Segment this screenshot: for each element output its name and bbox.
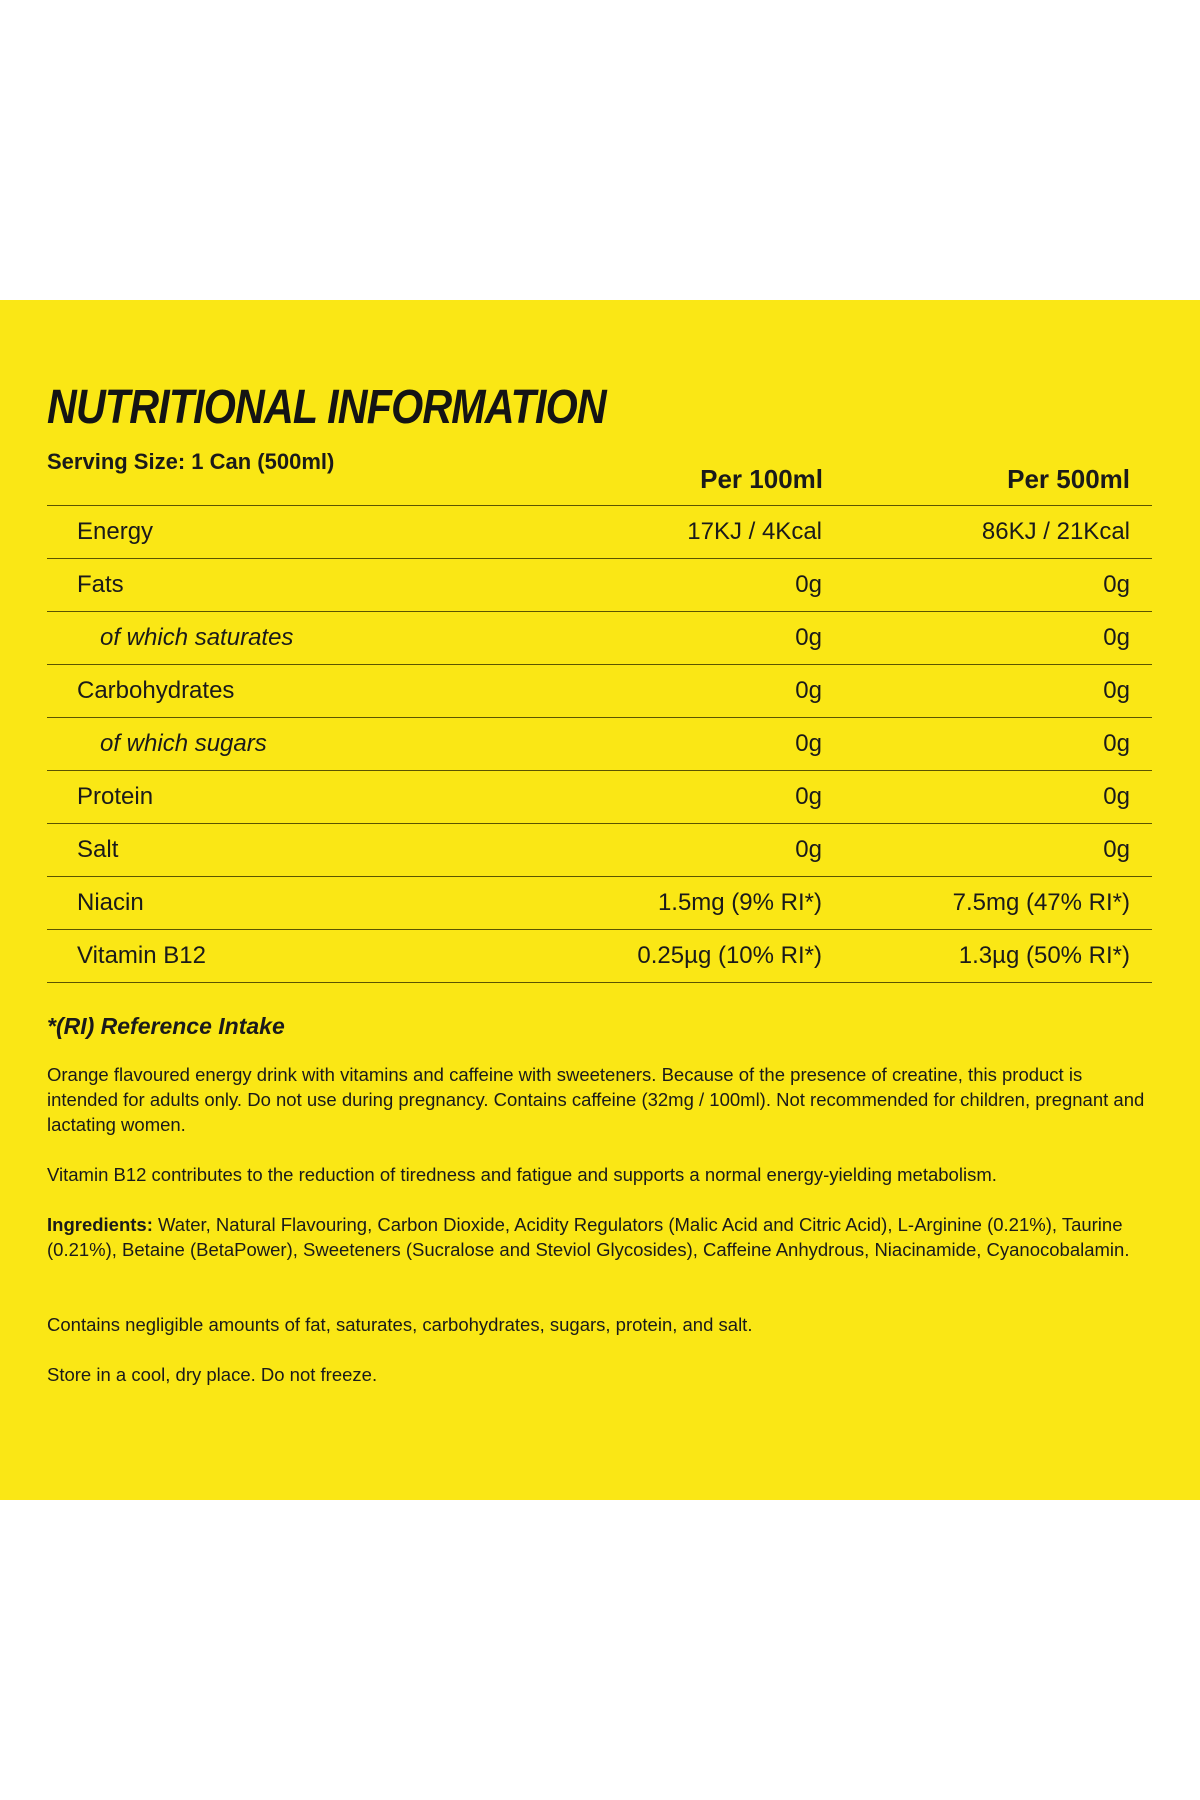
table-row-carbohydrates bbox=[47, 665, 1152, 718]
row-value-per-100ml: 0g bbox=[795, 783, 822, 810]
table-row-saturates bbox=[47, 612, 1152, 665]
row-value-per-500ml: 0g bbox=[1103, 571, 1130, 598]
row-label: Carbohydrates bbox=[77, 677, 235, 704]
table-row-vitamin-b12 bbox=[47, 930, 1152, 983]
table-row-protein bbox=[47, 771, 1152, 824]
product-description: Orange flavoured energy drink with vitamins and caffeine with sweeteners. Because of the presence of creatine, this product is intended for adults only. Do not use during pregnancy. Contains caffeine (32mg / 100ml). Not recommended for children, pregnant and lactating women. bbox=[47, 1064, 1145, 1135]
row-value-per-500ml: 0g bbox=[1103, 836, 1130, 863]
nutrition-table bbox=[47, 505, 1152, 983]
row-value-per-100ml: 0g bbox=[795, 571, 822, 598]
row-value-per-500ml: 0g bbox=[1103, 783, 1130, 810]
row-value-per-500ml: 0g bbox=[1103, 677, 1130, 704]
row-label: Vitamin B12 bbox=[77, 942, 206, 969]
table-row-niacin bbox=[47, 877, 1152, 930]
panel-title: NUTRITIONAL INFORMATION bbox=[47, 381, 606, 434]
vitamin-claim: Vitamin B12 contributes to the reduction of tiredness and fatigue and supports a normal energy-yielding metabolism. bbox=[47, 1164, 997, 1185]
row-value-per-100ml: 0g bbox=[795, 624, 822, 651]
row-value-per-100ml: 1.5mg (9% RI*) bbox=[657, 889, 822, 916]
reference-intake-note: *(RI) Reference Intake bbox=[47, 1013, 285, 1039]
row-label: Niacin bbox=[77, 889, 144, 916]
table-row-energy bbox=[47, 506, 1152, 559]
serving-size: Serving Size: 1 Can (500ml) bbox=[47, 449, 335, 474]
row-value-per-100ml: 0.25µg (10% RI*) bbox=[637, 942, 822, 969]
row-label: of which sugars bbox=[100, 730, 267, 757]
ingredients-paragraph bbox=[47, 1212, 1157, 1262]
row-label: Energy bbox=[77, 518, 154, 545]
row-label: Salt bbox=[77, 836, 119, 863]
column-header-per-100ml: Per 100ml bbox=[700, 464, 823, 494]
row-value-per-500ml: 1.3µg (50% RI*) bbox=[958, 942, 1130, 969]
row-value-per-100ml: 17KJ / 4Kcal bbox=[687, 518, 822, 545]
row-value-per-100ml: 0g bbox=[795, 677, 822, 704]
row-label: Protein bbox=[77, 783, 154, 810]
ingredients-list: Water, Natural Flavouring, Carbon Dioxide, Acidity Regulators (Malic Acid and Citric Acid), L-Arginine (0.21%), Taurine (0.21%), Betaine (BetaPower), Sweeteners (Sucralose and Steviol Glycosides), Caffeine Anhydrous, Niacinamide, Cyanocobalamin. bbox=[47, 1214, 1130, 1260]
column-header-per-500ml: Per 500ml bbox=[1007, 464, 1130, 494]
negligible-note: Contains negligible amounts of fat, saturates, carbohydrates, sugars, protein, and salt. bbox=[47, 1314, 753, 1335]
row-value-per-500ml: 7.5mg (47% RI*) bbox=[952, 889, 1130, 916]
row-value-per-100ml: 0g bbox=[795, 836, 822, 863]
row-label: of which saturates bbox=[100, 624, 294, 651]
row-label: Fats bbox=[77, 571, 124, 598]
storage-instructions: Store in a cool, dry place. Do not freeze. bbox=[47, 1364, 378, 1385]
ingredients-label: Ingredients: bbox=[47, 1214, 153, 1235]
row-value-per-500ml: 0g bbox=[1103, 730, 1130, 757]
table-row-sugars bbox=[47, 718, 1152, 771]
table-row-salt bbox=[47, 824, 1152, 877]
table-row-fats bbox=[47, 559, 1152, 612]
row-value-per-100ml: 0g bbox=[795, 730, 822, 757]
row-value-per-500ml: 86KJ / 21Kcal bbox=[981, 518, 1130, 545]
row-value-per-500ml: 0g bbox=[1103, 624, 1130, 651]
